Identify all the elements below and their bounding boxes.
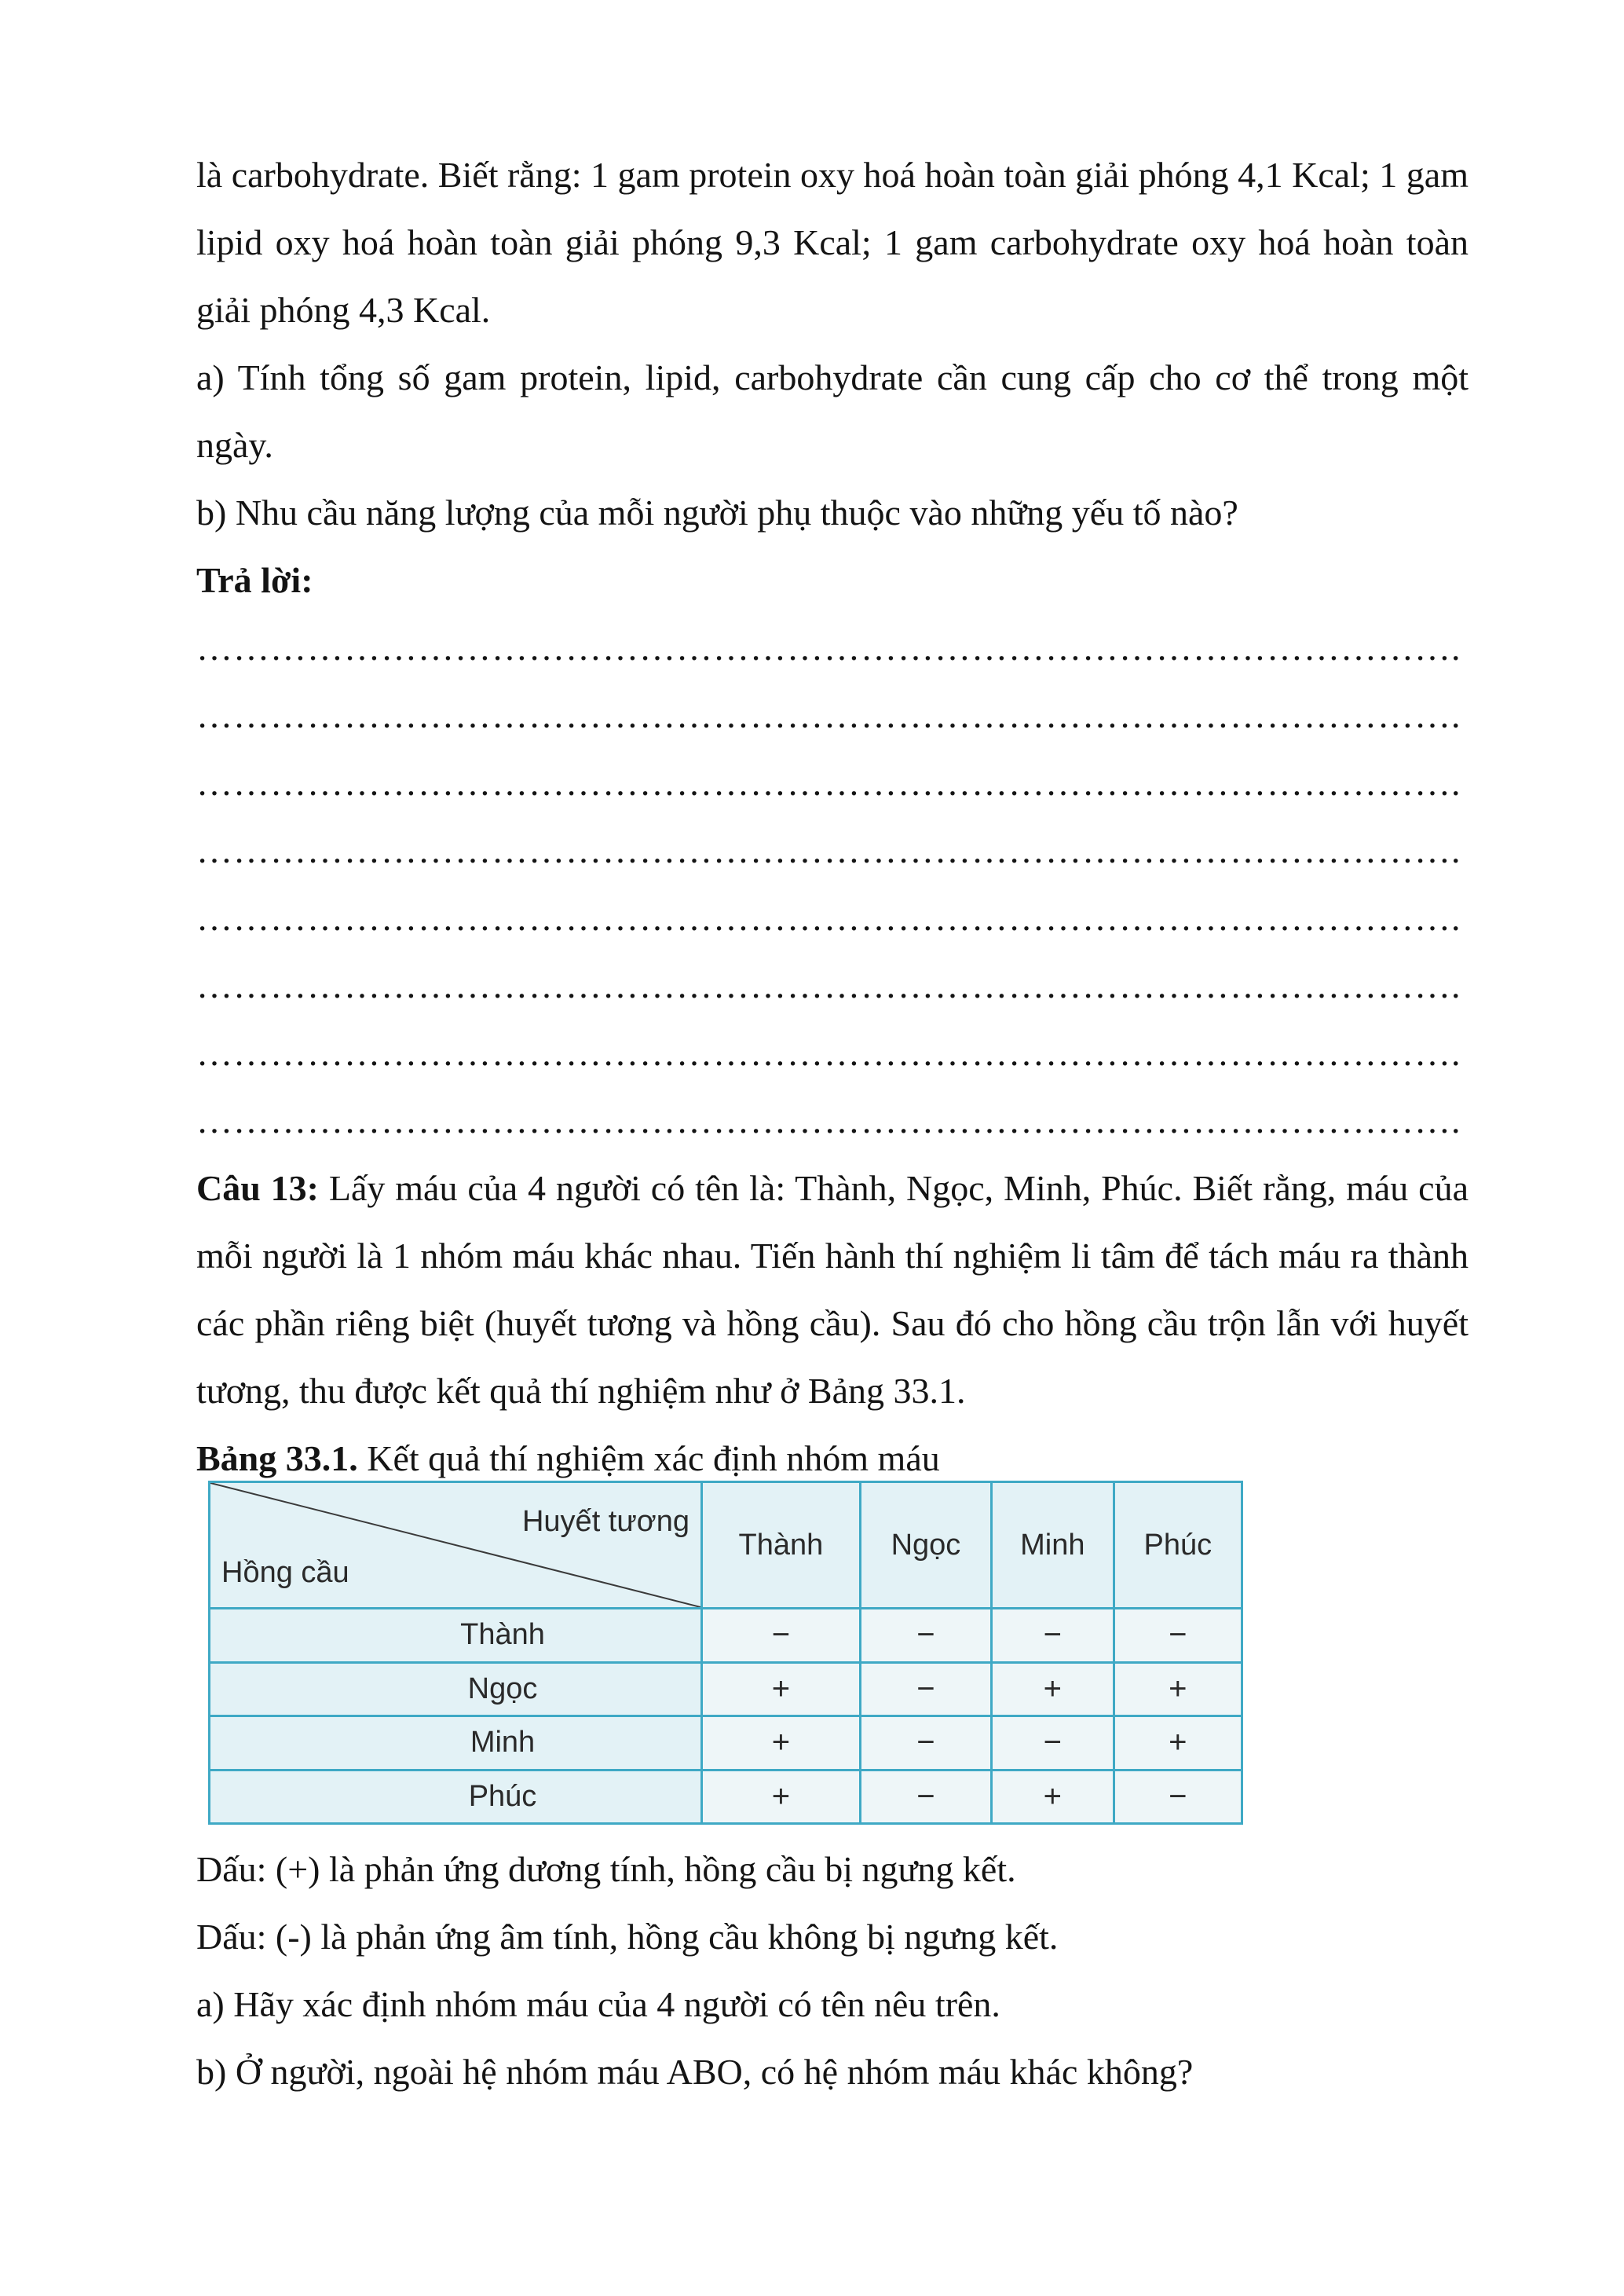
result-cell: − <box>1114 1770 1242 1824</box>
answer-lines[interactable] <box>196 614 1469 1155</box>
answer-line[interactable]: …………………………………………………………………………………………. <box>196 763 1461 803</box>
note-minus: Dấu: (-) là phản ứng âm tính, hồng cầu không bị ngưng kết. <box>196 1917 1059 1957</box>
answer-line[interactable]: …………………………………………………………………………………………. <box>196 898 1461 938</box>
result-cell: − <box>860 1609 991 1663</box>
question-b: b) Nhu cầu năng lượng của mỗi người phụ thuộc vào những yếu tố nào? <box>196 493 1238 533</box>
answer-line[interactable]: …………………………………………………………………………………………. <box>196 1100 1461 1141</box>
question-13 <box>196 1155 1469 1425</box>
result-cell: + <box>702 1716 861 1771</box>
question-13-b: b) Ở người, ngoài hệ nhóm máu ABO, có hệ nhóm máu khác không? <box>196 2052 1194 2092</box>
corner-cell <box>210 1482 702 1609</box>
corner-column-label: Huyết tương <box>521 1505 689 1538</box>
answer-line[interactable]: …………………………………………………………………………………………. <box>196 965 1461 1005</box>
table-row <box>210 1716 1242 1771</box>
answer-line[interactable]: …………………………………………………………………………………………. <box>196 1033 1461 1073</box>
column-header: Ngọc <box>860 1482 991 1609</box>
column-header: Minh <box>992 1482 1114 1609</box>
result-cell: − <box>860 1716 991 1771</box>
notes-section <box>196 1836 1469 2106</box>
table-caption-label: Bảng 33.1. <box>196 1438 358 1478</box>
row-header: Thành <box>210 1609 702 1663</box>
question-13-label: Câu 13: <box>196 1168 319 1208</box>
column-header: Thành <box>702 1482 861 1609</box>
table-row <box>210 1662 1242 1716</box>
question-13-a: a) Hãy xác định nhóm máu của 4 người có tên nêu trên. <box>196 1984 1000 2024</box>
result-cell: + <box>702 1770 861 1824</box>
results-table <box>208 1481 1243 1825</box>
result-cell: + <box>1114 1662 1242 1716</box>
table-caption-text: Kết quả thí nghiệm xác định nhóm máu <box>357 1438 940 1478</box>
question-a: a) Tính tổng số gam protein, lipid, carbohydrate cần cung cấp cho cơ thể trong một ngày. <box>196 357 1469 465</box>
row-header: Ngọc <box>210 1662 702 1716</box>
result-cell: + <box>1114 1716 1242 1771</box>
table-row <box>210 1609 1242 1663</box>
result-cell: + <box>702 1662 861 1716</box>
page-content <box>196 141 1469 1492</box>
blood-type-table <box>208 1481 1243 1825</box>
result-cell: − <box>860 1662 991 1716</box>
result-cell: + <box>992 1662 1114 1716</box>
corner-row-label: Hồng cầu <box>221 1556 349 1589</box>
answer-label: Trả lời: <box>196 560 313 600</box>
row-header: Minh <box>210 1716 702 1771</box>
note-plus: Dấu: (+) là phản ứng dương tính, hồng cầu bị ngưng kết. <box>196 1849 1016 1889</box>
row-header: Phúc <box>210 1770 702 1824</box>
answer-line[interactable]: …………………………………………………………………………………………. <box>196 830 1461 870</box>
intro-paragraph: là carbohydrate. Biết rằng: 1 gam protein oxy hoá hoàn toàn giải phóng 4,1 Kcal; 1 gam lipid oxy hoá hoàn toàn giải phóng 9,3 Kcal; 1 gam carbohydrate oxy hoá hoàn toàn giải phóng 4,3 Kcal. <box>196 155 1469 330</box>
result-cell: − <box>992 1609 1114 1663</box>
result-cell: + <box>992 1770 1114 1824</box>
answer-line[interactable]: …………………………………………………………………………………………. <box>196 695 1461 735</box>
question-13-text: Lấy máu của 4 người có tên là: Thành, Ngọc, Minh, Phúc. Biết rằng, máu của mỗi người là 1 nhóm máu khác nhau. Tiến hành thí nghiệm li tâm để tách máu ra thành các phần riêng biệt (huyết tương và hồng cầu). Sau đó cho hồng cầu trộn lẫn với huyết tương, thu được kết quả thí nghiệm như ở Bảng 33.1. <box>196 1168 1469 1411</box>
result-cell: − <box>860 1770 991 1824</box>
answer-line[interactable]: …………………………………………………………………………………………. <box>196 628 1461 668</box>
table-header-row <box>210 1482 1242 1609</box>
column-header: Phúc <box>1114 1482 1242 1609</box>
table-row <box>210 1770 1242 1824</box>
result-cell: − <box>702 1609 861 1663</box>
result-cell: − <box>992 1716 1114 1771</box>
result-cell: − <box>1114 1609 1242 1663</box>
